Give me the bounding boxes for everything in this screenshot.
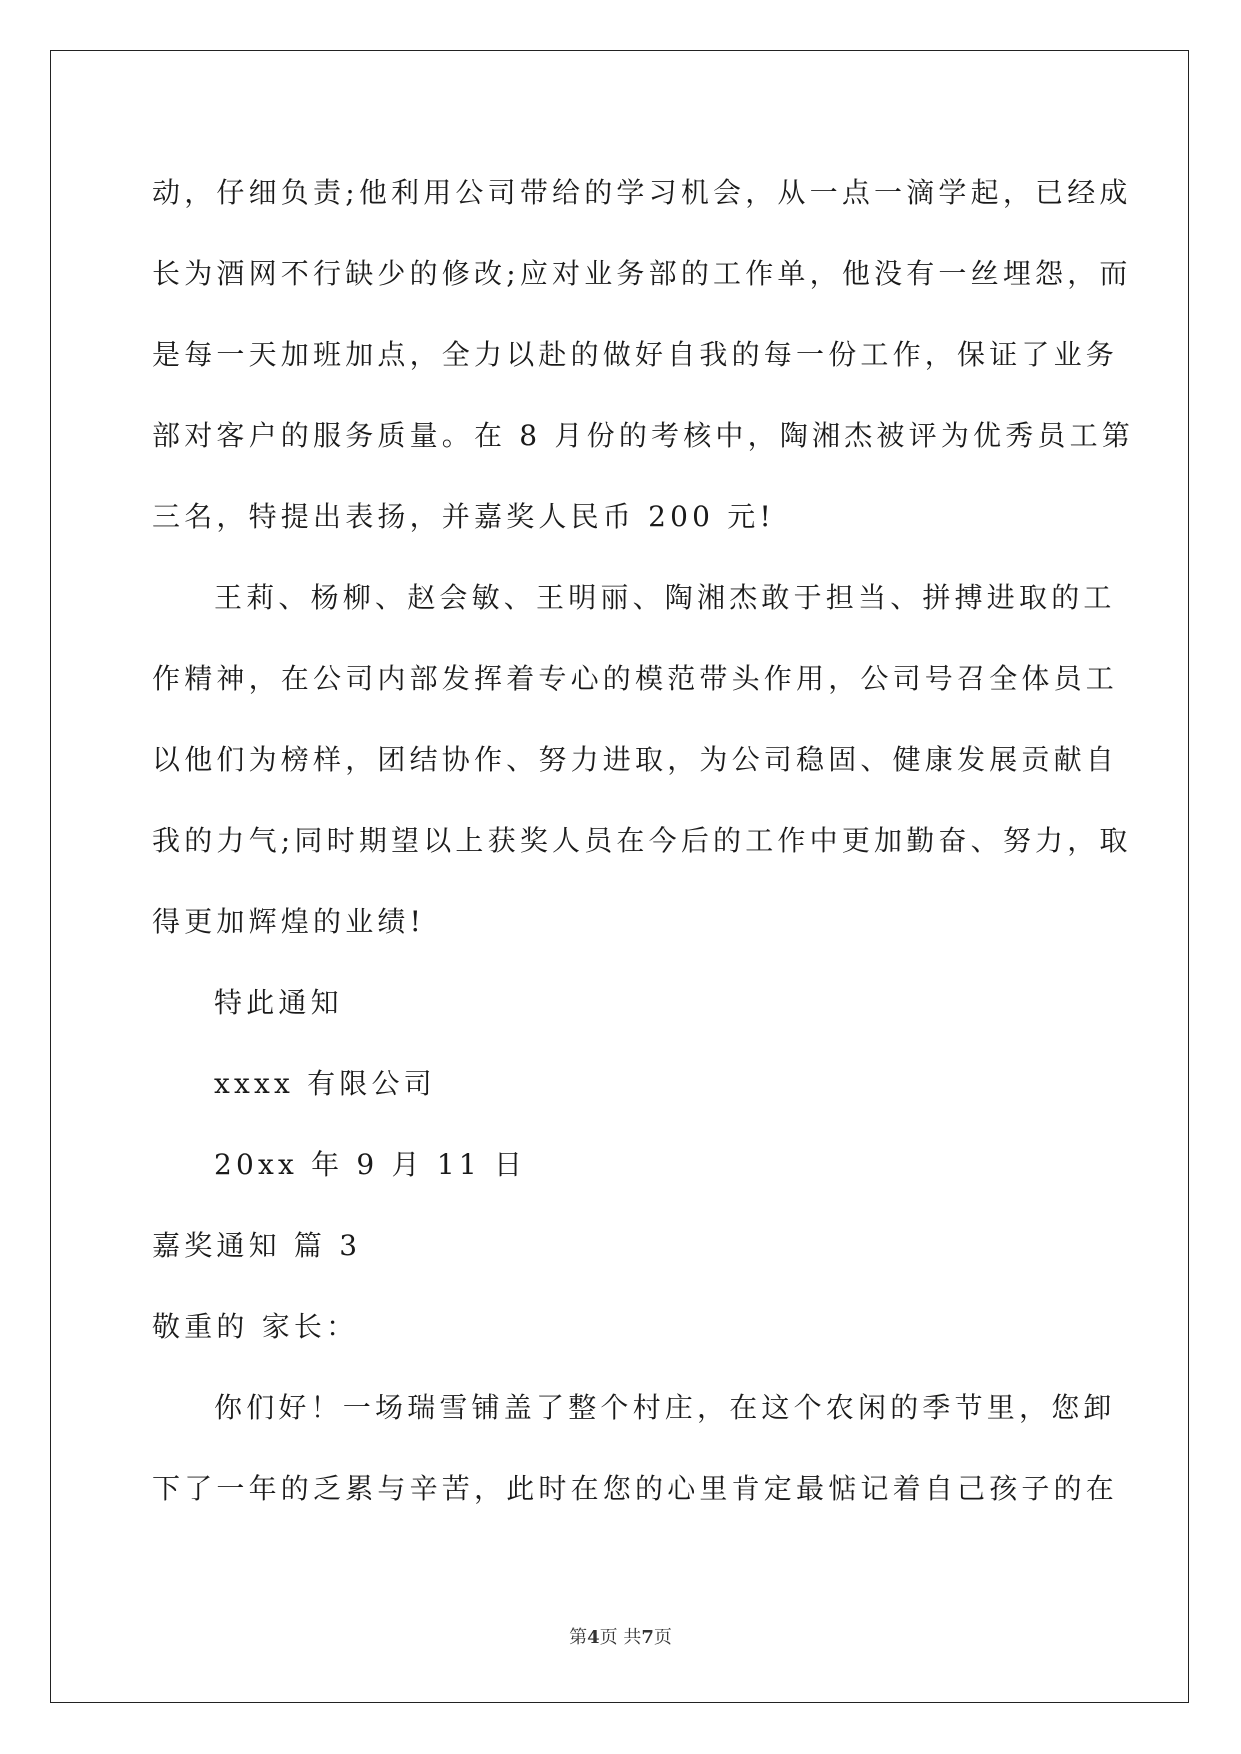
body-line: 王莉、杨柳、赵会敏、王明丽、陶湘杰敢于担当、拼搏进取的工 — [214, 581, 1116, 614]
current-page-number: 4 — [587, 1627, 600, 1648]
document-body — [152, 166, 1135, 1543]
body-line: 以他们为榜样，团结协作、努力进取，为公司稳固、健康发展贡献自 — [152, 743, 1119, 776]
footer-middle: 页 共 — [599, 1627, 642, 1648]
footer-suffix: 页 — [653, 1627, 672, 1648]
body-line: 是每一天加班加点，全力以赴的做好自我的每一份工作，保证了业务 — [152, 338, 1119, 371]
footer-prefix: 第 — [569, 1627, 588, 1648]
body-line: 长为酒网不行缺少的修改;应对业务部的工作单，他没有一丝埋怨，而 — [152, 257, 1132, 290]
salutation: 敬重的 家长： — [152, 1310, 359, 1343]
page-footer — [0, 1623, 1241, 1649]
document-date: 20xx 年 9 月 11 日 — [214, 1148, 527, 1181]
total-page-count: 7 — [641, 1627, 654, 1648]
body-line: 部对客户的服务质量。在 8 月份的考核中，陶湘杰被评为优秀员工第 — [152, 419, 1135, 452]
body-line: 下了一年的乏累与辛苦，此时在您的心里肯定最惦记着自己孩子的在 — [152, 1472, 1119, 1505]
body-line: 作精神，在公司内部发挥着专心的模范带头作用，公司号召全体员工 — [152, 662, 1119, 695]
body-line: 三名，特提出表扬，并嘉奖人民币 200 元! — [152, 500, 775, 533]
body-line: 你们好！一场瑞雪铺盖了整个村庄，在这个农闲的季节里，您卸 — [214, 1391, 1116, 1424]
company-signature: xxxx 有限公司 — [214, 1067, 436, 1100]
body-line: 动，仔细负责;他利用公司带给的学习机会，从一点一滴学起，已经成 — [152, 176, 1132, 209]
section-heading: 嘉奖通知 篇 3 — [152, 1229, 362, 1262]
closing-notice: 特此通知 — [214, 986, 343, 1019]
body-line: 我的力气;同时期望以上获奖人员在今后的工作中更加勤奋、努力，取 — [152, 824, 1132, 857]
body-line: 得更加辉煌的业绩! — [152, 905, 426, 938]
